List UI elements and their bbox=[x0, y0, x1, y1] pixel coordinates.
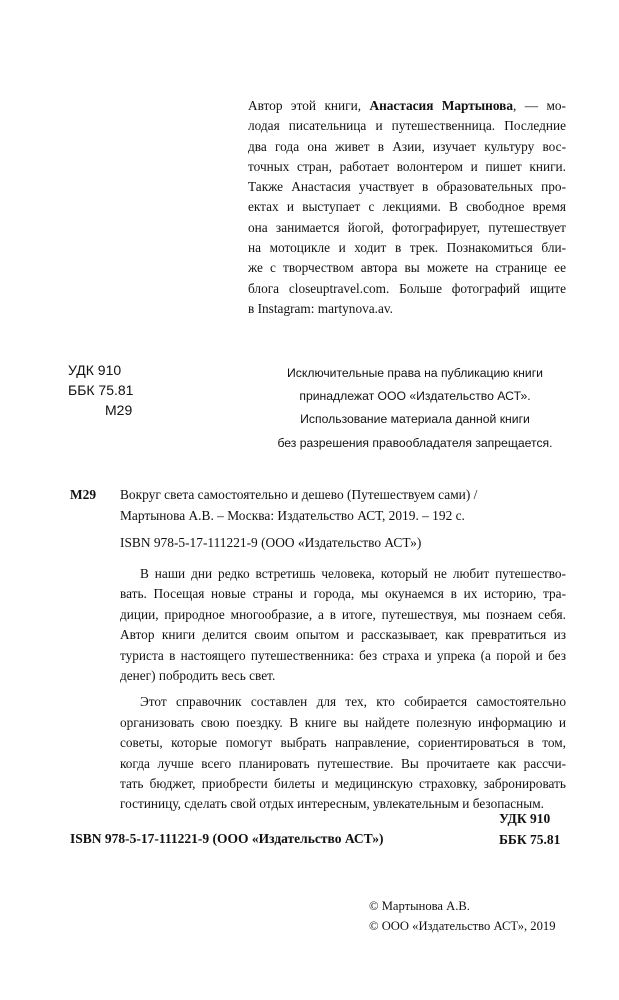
author-bio-line: лодая писательница и путешественница. Последние bbox=[248, 118, 566, 134]
author-bio-line: ектах и выступает с лекциями. В свободное время bbox=[248, 199, 566, 215]
udk-code: УДК 910 bbox=[68, 362, 122, 378]
annotation-line: В наши дни редко встретишь человека, который не любит путешество- bbox=[140, 566, 566, 581]
annotation-line: вать. Посещая новые страны и города, мы окунаемся в их историю, тра- bbox=[120, 586, 566, 602]
copyright-author: © Мартынова А.В. bbox=[369, 899, 470, 913]
author-bio bbox=[248, 96, 566, 319]
rights-line: Использование материала данной книги bbox=[300, 412, 530, 427]
rights-notice bbox=[250, 362, 580, 455]
annotation-line: тать бюджет, приобрести билеты и медицинскую страховку, забронировать bbox=[120, 776, 566, 792]
annotation-line: когда лучше всего планировать путешествие. Вы прочитаете как рассчи- bbox=[120, 755, 566, 771]
author-bio-line: на мотоцикле и ходит в трек. Познакомиться бли- bbox=[248, 240, 566, 256]
bbk-code: ББК 75.81 bbox=[68, 382, 134, 398]
biblio-line: Мартынова А.В. – Москва: Издательство АСТ, 2019. – 192 с. bbox=[120, 508, 465, 523]
isbn-bottom: ISBN 978-5-17-111221-9 (ООО «Издательство АСТ») bbox=[70, 831, 384, 846]
author-bio-line bbox=[248, 96, 566, 116]
rights-line: Исключительные права на публикацию книги bbox=[287, 366, 543, 380]
author-bio-line: точных стран, работает волонтером и пишет книги. bbox=[248, 158, 566, 174]
annotation-line: организовать свою поездку. В книге вы найдете полезную информацию и bbox=[120, 714, 566, 730]
annotation-line: гостиницу, сделать свой отдых интересным, увлекательным и безопасным. bbox=[120, 796, 544, 812]
author-name: Анастасия Мартынова bbox=[369, 98, 513, 113]
author-bio-prefix: Автор этой книги, bbox=[248, 98, 370, 113]
annotation-line: денег) побродить весь свет. bbox=[120, 668, 276, 684]
author-bio-line: же с творчеством автора вы можете на странице ее bbox=[248, 260, 566, 276]
annotation-line: Этот справочник составлен для тех, кто собирается самостоятельно bbox=[140, 694, 566, 710]
copyright bbox=[369, 896, 556, 936]
annotation-line: диции, природное многообразие, а в итоге, путешествуя, мы познаем себя. bbox=[120, 606, 566, 622]
bottom-bbk: ББК 75.81 bbox=[499, 832, 561, 847]
annotation-line: советы, которые помогут выбрать направление, сориентироваться в том, bbox=[120, 735, 566, 751]
biblio-isbn-line: ISBN 978-5-17-111221-9 (ООО «Издательство АСТ») bbox=[120, 535, 422, 550]
author-bio-line: Также Анастасия участвует в образовательных про- bbox=[248, 179, 566, 195]
classification-codes bbox=[68, 360, 168, 420]
copyright-publisher: © ООО «Издательство АСТ», 2019 bbox=[369, 919, 556, 933]
bottom-udk: УДК 910 bbox=[499, 811, 551, 826]
author-bio-line: она занимается йогой, фотографирует, путешествует bbox=[248, 219, 566, 235]
annotation-line: Автор книги делится своим опытом и рассказывает, как превратиться из bbox=[120, 627, 566, 643]
author-bio-line: блога closeuptravel.com. Больше фотографий ищите bbox=[248, 280, 566, 296]
author-bio-suffix: , — мо- bbox=[513, 98, 566, 113]
biblio-text bbox=[120, 484, 585, 553]
author-bio-line: два года она живет в Азии, изучает культуру вос- bbox=[248, 138, 566, 154]
rights-line: без разрешения правообладателя запрещается. bbox=[277, 435, 553, 450]
author-mark: М29 bbox=[105, 402, 133, 418]
rights-line: принадлежат ООО «Издательство АСТ». bbox=[299, 389, 531, 404]
annotation bbox=[120, 564, 566, 815]
annotation-line: туриста в настоящего путешественника: без страха и упрека (а порой и без bbox=[120, 647, 566, 663]
author-bio-line: в Instagram: martynova.av. bbox=[248, 300, 393, 316]
biblio-author-mark: М29 bbox=[70, 487, 97, 502]
bottom-codes bbox=[499, 808, 560, 850]
biblio-line: Вокруг света самостоятельно и дешево (Путешествуем сами) / bbox=[120, 487, 478, 502]
